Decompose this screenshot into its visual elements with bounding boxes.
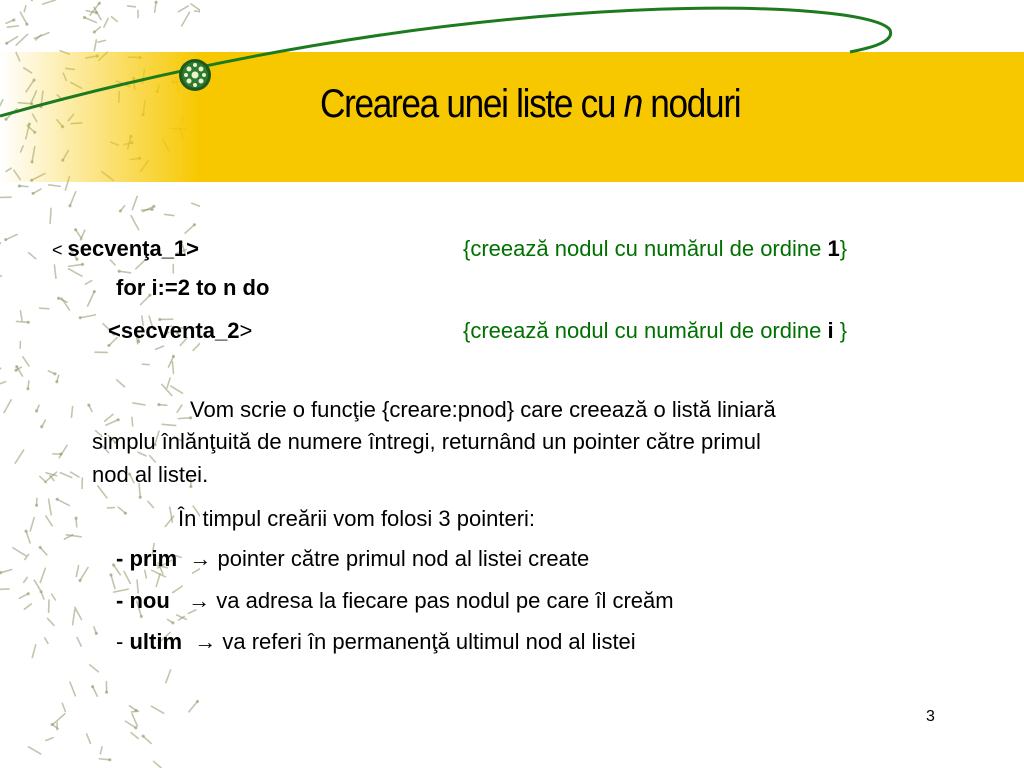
pointer-name: ultim	[129, 629, 183, 654]
title-variable: n	[623, 82, 642, 126]
pattern-dot	[55, 380, 58, 383]
pattern-stroke	[75, 607, 82, 619]
pattern-stroke	[23, 357, 29, 366]
pattern-stroke	[148, 501, 153, 507]
pattern-stroke	[71, 472, 79, 477]
pattern-stroke	[151, 706, 163, 713]
pattern-stroke	[6, 234, 18, 239]
comment-text: {creează nodul cu numărul de ordine	[463, 236, 828, 261]
bullet-node-icon	[179, 59, 211, 91]
pattern-dot	[93, 290, 96, 293]
pointer-description: va referi în permanenţă ultimul nod al listei	[216, 629, 636, 654]
pattern-dot	[27, 321, 30, 324]
slide-title	[320, 82, 740, 127]
pattern-dot	[117, 270, 120, 273]
pattern-stroke	[28, 747, 40, 754]
pattern-stroke	[34, 580, 40, 589]
pattern-dot	[95, 632, 98, 635]
pattern-dot	[74, 517, 77, 520]
pointer-description: pointer către primul nod al listei create	[211, 546, 590, 571]
code-line-3	[108, 318, 252, 344]
pattern-stroke	[117, 380, 125, 387]
pattern-dot	[112, 563, 115, 566]
pattern-stroke	[80, 315, 95, 318]
pattern-dot	[68, 204, 71, 207]
pattern-stroke	[167, 378, 170, 388]
pattern-stroke	[73, 610, 75, 625]
right-arrow-icon: →	[188, 588, 211, 613]
pattern-dot	[193, 223, 196, 226]
pattern-dot	[31, 192, 34, 195]
comment-bold: 1	[827, 236, 840, 261]
title-suffix: noduri	[641, 82, 741, 126]
pattern-stroke	[54, 265, 56, 278]
pattern-stroke	[80, 567, 88, 580]
title-prefix: Crearea unei liste cu	[320, 82, 624, 126]
pattern-dot	[196, 700, 199, 703]
right-arrow-icon: →	[189, 546, 212, 571]
pattern-dot	[39, 590, 42, 593]
pattern-stroke	[106, 420, 118, 425]
pattern-stroke	[189, 701, 198, 711]
pattern-dot	[157, 403, 160, 406]
pattern-dot	[124, 512, 127, 515]
pattern-stroke	[171, 386, 183, 393]
pattern-stroke	[50, 208, 51, 223]
paragraph-line-2: simplu înlănţuită de numere întregi, returnând un pointer către primul	[92, 429, 761, 454]
pattern-stroke	[131, 711, 138, 712]
pattern-stroke	[133, 403, 145, 405]
pattern-stroke	[192, 203, 200, 208]
pattern-stroke	[0, 271, 1, 276]
pattern-stroke	[40, 308, 49, 309]
pattern-stroke	[32, 645, 35, 658]
pattern-stroke	[88, 292, 95, 306]
pattern-stroke	[87, 734, 91, 743]
pattern-stroke	[13, 548, 26, 556]
pattern-stroke	[70, 192, 76, 206]
pattern-stroke	[30, 518, 34, 531]
pattern-dot	[79, 316, 82, 319]
pattern-stroke	[45, 638, 48, 644]
pattern-dot	[56, 498, 59, 501]
pattern-dot	[24, 530, 27, 533]
item-dash: -	[116, 588, 130, 613]
pointer-item-prim	[116, 546, 589, 572]
pattern-stroke	[69, 269, 82, 276]
pattern-dot	[117, 418, 120, 421]
pattern-stroke	[143, 736, 151, 743]
pattern-stroke	[132, 714, 137, 726]
pattern-dot	[39, 546, 42, 549]
pattern-stroke	[111, 575, 115, 589]
comment-close: }	[839, 236, 848, 261]
pattern-stroke	[46, 516, 52, 526]
pattern-dot	[105, 691, 108, 694]
pattern-stroke	[131, 216, 139, 230]
pattern-stroke	[16, 321, 28, 322]
pointer-item-nou	[116, 588, 674, 614]
pattern-stroke	[131, 733, 138, 739]
pattern-stroke	[0, 382, 6, 386]
pattern-stroke	[49, 499, 52, 515]
pattern-dot	[81, 263, 84, 266]
comment-text: {creează nodul cu numărul de ordine	[463, 318, 828, 343]
comment-close: }	[833, 318, 848, 343]
pattern-dot	[134, 726, 137, 729]
pattern-stroke	[29, 253, 36, 259]
code-line-2: for i:=2 to n do	[116, 275, 270, 300]
pattern-dot	[35, 409, 38, 412]
pattern-stroke	[141, 209, 152, 210]
pointer-description: va adresa la fiecare pas nodul pe care îl creăm	[210, 588, 674, 613]
less-than-sign: <	[52, 240, 68, 260]
pattern-dot	[119, 209, 122, 212]
pattern-dot	[172, 355, 175, 358]
pattern-stroke	[165, 214, 174, 215]
code-line-1	[52, 236, 199, 262]
right-arrow-icon: →	[194, 629, 217, 654]
pattern-dot	[91, 685, 94, 688]
pattern-dot	[27, 592, 30, 595]
pattern-stroke	[119, 271, 130, 273]
pattern-stroke	[20, 311, 22, 321]
pattern-stroke	[155, 346, 163, 349]
pattern-stroke	[48, 618, 54, 625]
pattern-stroke	[4, 400, 11, 413]
pattern-stroke	[178, 418, 190, 419]
pattern-stroke	[125, 721, 135, 728]
pattern-stroke	[77, 638, 81, 647]
pointers-intro: În timpul creării vom folosi 3 pointeri:	[178, 506, 536, 531]
pattern-stroke	[40, 476, 47, 482]
pattern-stroke	[185, 225, 194, 233]
pattern-stroke	[177, 405, 182, 412]
pattern-stroke	[85, 281, 91, 285]
pattern-dot	[139, 496, 142, 499]
pattern-dot	[142, 735, 145, 738]
comment-bold: i	[827, 318, 834, 343]
pattern-dot	[4, 238, 7, 241]
pattern-stroke	[156, 574, 160, 586]
code-text: secvenţa_1>	[67, 236, 200, 261]
pattern-stroke	[70, 682, 75, 696]
pattern-dot	[152, 205, 155, 208]
pattern-stroke	[49, 185, 61, 187]
pattern-stroke	[162, 424, 176, 425]
paragraph-line-3: nod al listei.	[92, 462, 209, 487]
greater-than-sign: >	[239, 318, 253, 343]
pointer-item-ultim	[116, 629, 636, 655]
pattern-dot	[74, 228, 77, 231]
pattern-stroke	[26, 531, 30, 543]
pattern-dot	[140, 615, 143, 618]
pattern-dot	[35, 504, 38, 507]
pattern-stroke	[166, 670, 171, 683]
pattern-stroke	[60, 473, 71, 478]
pattern-dot	[57, 297, 60, 300]
pointer-name: nou	[129, 588, 170, 613]
pattern-stroke	[24, 604, 31, 609]
item-dash: -	[116, 629, 130, 654]
pattern-dot	[14, 369, 17, 372]
pattern-stroke	[53, 714, 64, 724]
pattern-stroke	[0, 368, 1, 377]
code-comment-3	[463, 318, 847, 344]
pattern-stroke	[132, 196, 137, 209]
pattern-stroke	[15, 450, 23, 463]
pattern-stroke	[46, 738, 53, 741]
pattern-stroke	[62, 703, 65, 711]
pattern-stroke	[71, 407, 72, 418]
pattern-stroke	[69, 264, 83, 266]
pattern-dot	[109, 573, 112, 576]
pattern-stroke	[172, 362, 173, 374]
item-dash: -	[116, 546, 130, 571]
page-number: 3	[926, 708, 935, 725]
pattern-dot	[171, 621, 174, 624]
pattern-stroke	[59, 445, 67, 457]
pattern-dot	[151, 208, 154, 211]
pattern-dot	[87, 403, 90, 406]
pattern-stroke	[132, 417, 133, 425]
pattern-stroke	[24, 577, 28, 582]
pattern-dot	[40, 425, 43, 428]
pattern-dot	[78, 579, 81, 582]
pattern-stroke	[100, 747, 102, 754]
pattern-stroke	[52, 594, 56, 600]
pattern-stroke	[105, 414, 113, 421]
pattern-stroke	[1, 570, 12, 573]
pattern-dot	[107, 344, 110, 347]
pattern-dot	[15, 365, 18, 368]
pointer-name: prim	[129, 546, 178, 571]
pattern-stroke	[154, 761, 162, 768]
code-comment-1	[463, 236, 847, 262]
pattern-dot	[53, 372, 56, 375]
pattern-dot	[18, 184, 21, 187]
code-text: <secventa_2	[108, 318, 240, 343]
pattern-stroke	[40, 568, 45, 582]
pattern-stroke	[57, 499, 69, 505]
pattern-stroke	[76, 566, 78, 577]
pattern-dot	[26, 387, 29, 390]
paragraph-line-1: Vom scrie o funcţie {creare:pnod} care creează o listă liniară	[190, 397, 776, 422]
pattern-dot	[108, 758, 111, 761]
pattern-stroke	[124, 572, 130, 584]
pattern-stroke	[90, 665, 99, 672]
